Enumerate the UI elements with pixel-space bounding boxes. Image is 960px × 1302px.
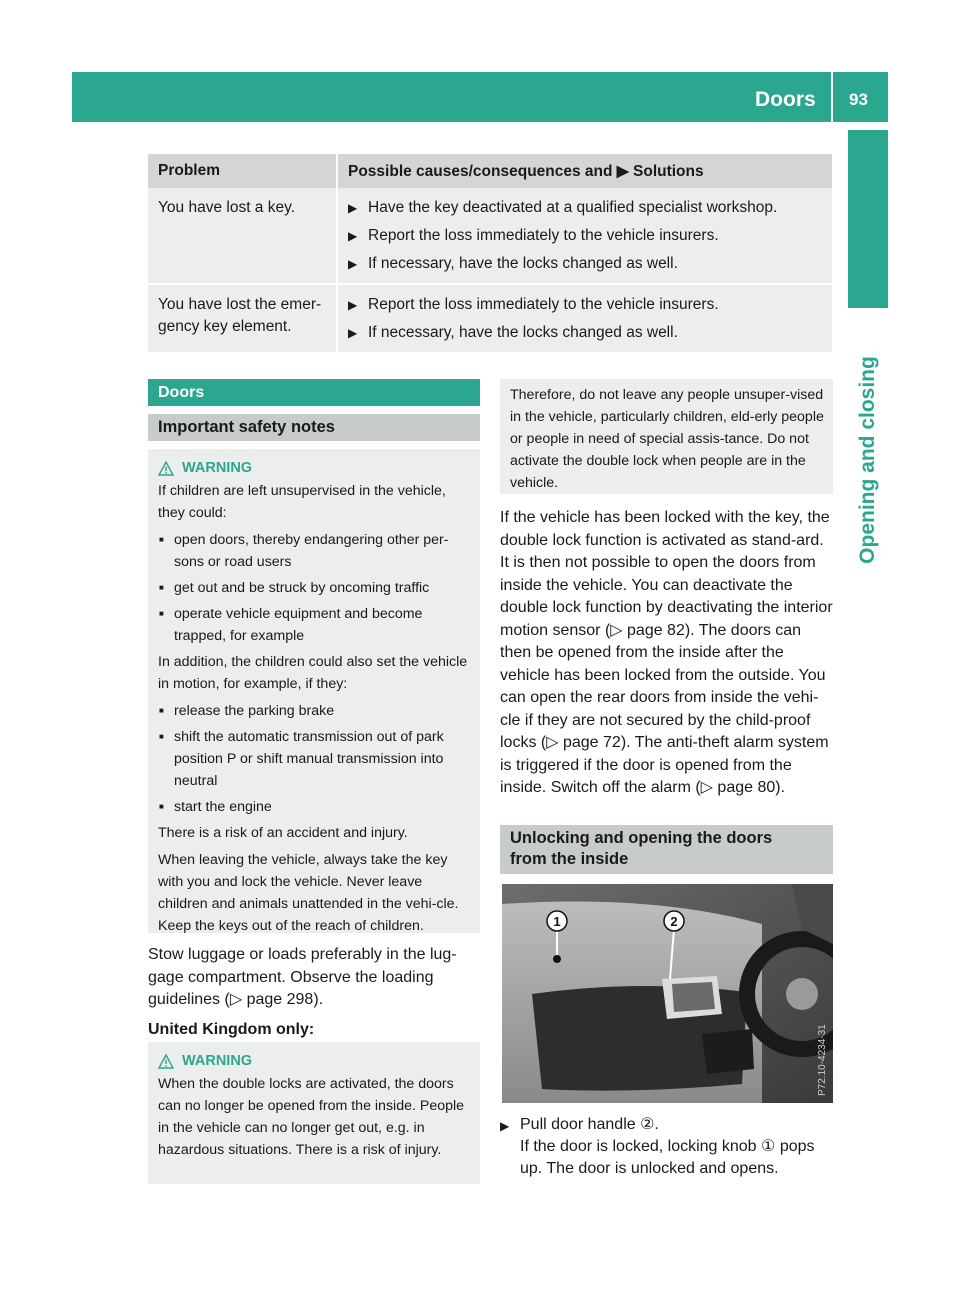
column-header-problem: Problem (148, 154, 337, 188)
table-row (148, 188, 832, 284)
side-tab-label: Opening and closing (856, 356, 879, 564)
warning-triangle-icon (158, 1054, 174, 1069)
list-item: ■ shift the automatic transmission out of park position P or shift manual transmission into neutral (158, 726, 472, 792)
solution-item: ▶ Report the loss immediately to the vehicle insurers. (348, 225, 822, 247)
warning-box-double-lock (148, 1042, 480, 1184)
stow-paragraph: Stow luggage or loads preferably in the lug-gage compartment. Observe the loading guidelines (▷ page 298). (148, 946, 457, 1008)
callout-2-label: 2 (670, 914, 678, 929)
warning-text: In addition, the children could also set the vehicle in motion, for example, if they: (158, 654, 468, 692)
step-result: If the door is locked, locking knob ① pops up. The door is unlocked and opens. (520, 1138, 815, 1177)
section-heading-doors: Doors (148, 379, 480, 406)
warning-text: When the double locks are activated, the doors can no longer be opened from the inside. People in the vehicle can no longer get out, e.g. in hazardous situations. There is a risk of injury. (158, 1076, 465, 1158)
problem-cell: You have lost a key. (148, 188, 337, 284)
arrow-icon: ▶ (348, 229, 358, 243)
arrow-icon: ▶ (348, 298, 358, 312)
list-item: ■ operate vehicle equipment and become trapped, for example (158, 603, 472, 647)
page-number: 93 (849, 90, 868, 109)
warning-heading: WARNING (158, 1050, 472, 1072)
solutions-cell (337, 284, 832, 352)
warning-advice: When leaving the vehicle, always take the key with you and lock the vehicle. Never leave children and animals unattended in the vehi-cle. Keep the keys out of the reach of children. (158, 852, 459, 934)
warning-intro: If children are left unsupervised in the vehicle, they could: (158, 483, 446, 521)
instruction-step (500, 1114, 834, 1180)
problem-table (148, 154, 832, 352)
side-tab-marker (848, 130, 888, 308)
arrow-icon: ▶ (348, 257, 358, 271)
callout-1-label: 1 (553, 914, 561, 929)
header-divider (831, 72, 833, 122)
problem-cell: You have lost the emer-gency key element. (148, 284, 337, 352)
door-interior-photo (502, 884, 833, 1103)
solution-item: ▶ If necessary, have the locks changed as well. (348, 322, 822, 344)
door-illustration (502, 884, 833, 1103)
heading-line: from the inside (510, 850, 629, 868)
list-item: ■ get out and be struck by oncoming traffic (158, 577, 472, 599)
arrow-icon: ▶ (348, 326, 358, 340)
list-item: ■ release the parking brake (158, 700, 472, 722)
double-lock-paragraph: If the vehicle has been locked with the key, the double lock function is activated as stand-ard. It is then not possible to open the doors from inside the vehicle. You can deactivate the double lock function by deactivating the interior motion sensor (▷ page 82). The doors can then be opened from the inside after the vehicle has been locked from the outside. You can open the rear doors from inside the vehi-cle if they are not secured by the child-proof locks (▷ page 72). The anti-theft alarm system is triggered if the door is opened from the inside. Switch off the alarm (▷ page 80). (500, 509, 833, 796)
solutions-cell (337, 188, 832, 284)
table-row (148, 284, 832, 352)
photo-code: P72.10-4234-31 (817, 1024, 828, 1096)
warning-text: Therefore, do not leave any people unsuper-vised in the vehicle, particularly children, eld-erly people or people in need of special assis-tance. Do not activate the double lock when people are in the vehicle. (510, 387, 824, 491)
list-item: ■ open doors, thereby endangering other per-sons or road users (158, 529, 472, 573)
arrow-icon: ▶ (500, 1119, 510, 1133)
warning-triangle-icon (158, 461, 174, 476)
solution-item: ▶ Report the loss immediately to the vehicle insurers. (348, 294, 822, 316)
warning-risk: There is a risk of an accident and injury. (158, 825, 408, 841)
step-action: Pull door handle ②. (520, 1116, 659, 1133)
subsection-heading-safety: Important safety notes (148, 414, 480, 441)
solution-item: ▶ If necessary, have the locks changed as well. (348, 253, 822, 275)
arrow-icon: ▶ (348, 201, 358, 215)
list-item: ■ start the engine (158, 796, 472, 818)
uk-only-label: United Kingdom only: (148, 1020, 315, 1038)
warning-heading: WARNING (158, 457, 472, 479)
warning-box-continued (500, 379, 833, 494)
solution-item: ▶ Have the key deactivated at a qualified specialist workshop. (348, 197, 822, 219)
warning-box (148, 449, 480, 933)
table-header-row (148, 154, 832, 188)
heading-line: Unlocking and opening the doors (510, 829, 773, 847)
stow-paragraph-block (148, 944, 478, 1048)
subsection-heading-unlocking (500, 825, 833, 874)
column-header-solutions: Possible causes/consequences and ▶ Solutions (337, 154, 832, 188)
chapter-title: Doors (755, 88, 816, 111)
